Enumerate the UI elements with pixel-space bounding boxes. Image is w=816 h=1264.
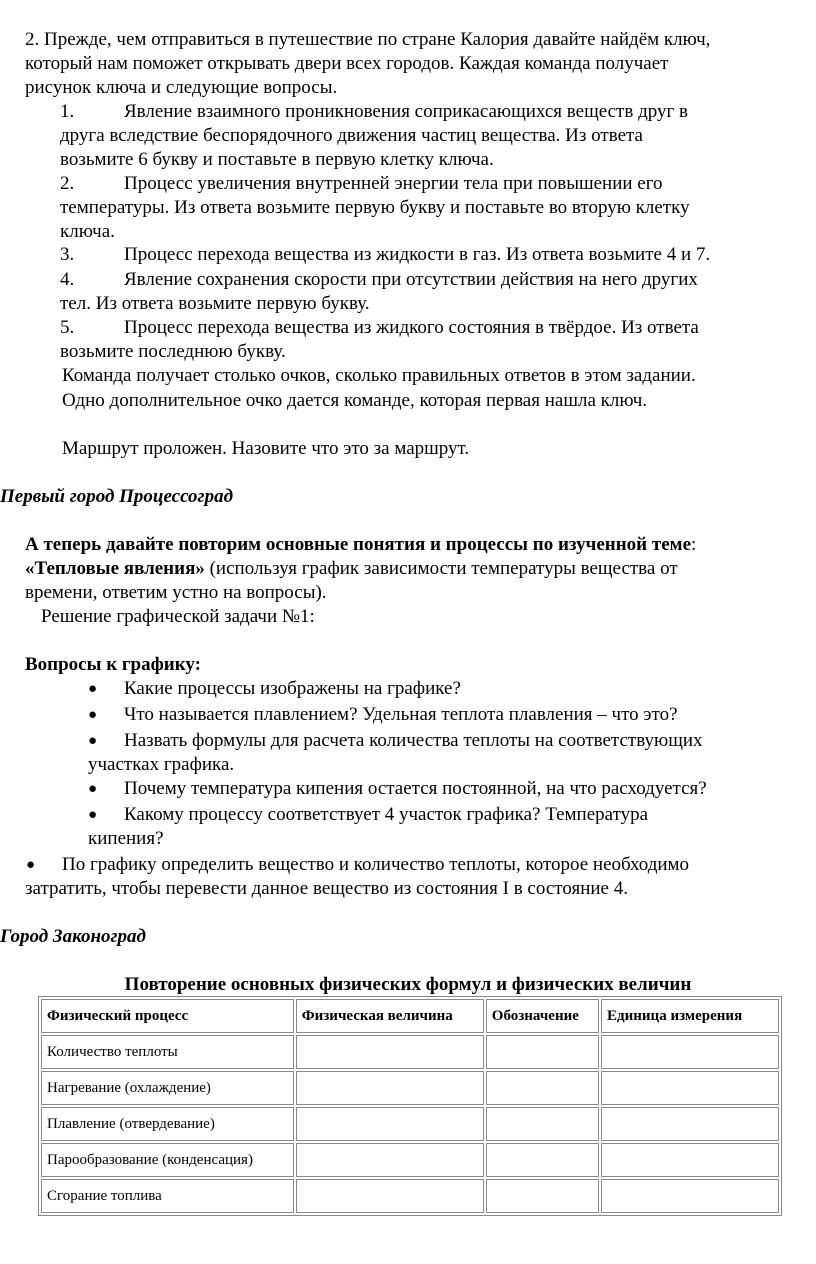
question-text: тел. Из ответа возьмите первую букву. xyxy=(60,293,370,314)
question-text: температуры. Из ответа возьмите первую букву и поставьте во вторую клетку xyxy=(60,197,690,218)
intro-line: 2. Прежде, чем отправиться в путешествие по стране Калория давайте найдём ключ, xyxy=(25,29,711,50)
question-4 xyxy=(60,268,800,316)
city-heading: Город Законоград xyxy=(0,926,146,947)
question-number: 2. xyxy=(60,173,75,194)
scoring-line: Одно дополнительное очко дается команде, которая первая нашла ключ. xyxy=(62,390,648,411)
table-cell xyxy=(601,1179,779,1213)
table-cell: Парообразование (конденсация) xyxy=(41,1143,294,1177)
repeat-line-2 xyxy=(25,557,678,581)
repeat-text: (используя график зависимости температуры вещества от xyxy=(204,558,678,579)
list-item-continuation: кипения? xyxy=(88,828,164,849)
question-1 xyxy=(60,100,800,172)
table-title: Повторение основных физических формул и физических величин xyxy=(124,974,692,995)
question-text: Процесс увеличения внутренней энергии тела при повышении его xyxy=(124,173,663,194)
question-text: Процесс перехода вещества из жидкого состояния в твёрдое. Из ответа xyxy=(124,317,699,338)
bullet-icon: ● xyxy=(88,681,98,697)
route-text: Маршрут проложен. Назовите что это за маршрут. xyxy=(62,438,470,459)
question-number: 1. xyxy=(60,101,75,122)
table-row xyxy=(41,1035,779,1069)
table-row xyxy=(41,1107,779,1141)
table-cell xyxy=(296,1143,484,1177)
column-header: Физическая величина xyxy=(296,999,484,1033)
list-item: ● Что называется плавлением? Удельная теплота плавления – что это? xyxy=(88,704,678,725)
intro-line: рисунок ключа и следующие вопросы. xyxy=(25,77,338,98)
question-text: возьмите последнюю букву. xyxy=(60,341,286,362)
question-number: 3. xyxy=(60,244,75,265)
table-header-row xyxy=(41,999,779,1033)
question-number: 5. xyxy=(60,317,75,338)
city-heading: Первый город Процессоград xyxy=(0,486,234,507)
question-text: Явление взаимного проникновения соприкасающихся веществ друг в xyxy=(124,101,689,122)
question-2 xyxy=(60,172,800,244)
question-text: возьмите 6 букву и поставьте в первую клетку ключа. xyxy=(60,149,494,170)
intro-line: который нам поможет открывать двери всех городов. Каждая команда получает xyxy=(25,53,669,74)
list-item: ● Назвать формулы для расчета количества теплоты на соответствующих xyxy=(88,730,703,751)
table-cell xyxy=(601,1071,779,1105)
table-cell xyxy=(296,1071,484,1105)
question-text: друга вследствие беспорядочного движения частиц вещества. Из ответа xyxy=(60,125,643,146)
list-item: ● Какие процессы изображены на графике? xyxy=(88,678,461,699)
list-item-continuation: затратить, чтобы перевести данное вещество из состояния I в состояние 4. xyxy=(25,878,628,899)
question-text: ключа. xyxy=(60,221,115,242)
question-text: Явление сохранения скорости при отсутствии действия на него других xyxy=(124,269,698,290)
bullet-icon: ● xyxy=(88,807,98,823)
question-text: Процесс перехода вещества из жидкости в газ. Из ответа возьмите 4 и 7. xyxy=(124,244,711,265)
formulas-table xyxy=(38,996,782,1216)
repeat-bold: А теперь давайте повторим основные понятия и процессы по изученной теме xyxy=(25,534,692,555)
bullet-icon: ● xyxy=(26,857,36,873)
intro-paragraph xyxy=(25,28,795,100)
table-cell: Количество теплоты xyxy=(41,1035,294,1069)
bullet-icon: ● xyxy=(88,781,98,797)
list-item: ● По графику определить вещество и количество теплоты, которое необходимо xyxy=(26,854,690,875)
table-cell xyxy=(601,1107,779,1141)
column-header: Единица измерения xyxy=(601,999,779,1033)
table-cell xyxy=(486,1143,599,1177)
table-cell xyxy=(486,1035,599,1069)
list-item-continuation: участках графика. xyxy=(88,754,235,775)
bullet-icon: ● xyxy=(88,733,98,749)
question-number: 4. xyxy=(60,269,75,290)
table-row xyxy=(41,1179,779,1213)
table-cell: Сгорание топлива xyxy=(41,1179,294,1213)
graph-questions-title: Вопросы к графику: xyxy=(25,654,201,675)
column-header: Обозначение xyxy=(486,999,599,1033)
table-cell: Нагревание (охлаждение) xyxy=(41,1071,294,1105)
table-cell xyxy=(601,1143,779,1177)
table-cell xyxy=(296,1035,484,1069)
repeat-colon: : xyxy=(691,534,697,555)
column-header: Физический процесс xyxy=(41,999,294,1033)
table-cell xyxy=(601,1035,779,1069)
list-item: ● Почему температура кипения остается постоянной, на что расходуется? xyxy=(88,778,707,799)
question-3 xyxy=(60,243,800,267)
scoring-line: Команда получает столько очков, сколько правильных ответов в этом задании. xyxy=(62,365,696,386)
table-cell xyxy=(296,1179,484,1213)
repeat-line-3: времени, ответим устно на вопросы). xyxy=(25,582,327,603)
table-cell: Плавление (отвердевание) xyxy=(41,1107,294,1141)
list-item: ● Какому процессу соответствует 4 участок графика? Температура xyxy=(88,804,649,825)
table-row xyxy=(41,1071,779,1105)
table-row xyxy=(41,1143,779,1177)
table-cell xyxy=(296,1107,484,1141)
topic-title: «Тепловые явления» xyxy=(25,558,205,579)
table-cell xyxy=(486,1107,599,1141)
solution-text: Решение графической задачи №1: xyxy=(41,606,315,627)
table-cell xyxy=(486,1071,599,1105)
repeat-line-1 xyxy=(25,533,696,557)
question-5 xyxy=(60,316,800,364)
table-cell xyxy=(486,1179,599,1213)
bullet-icon: ● xyxy=(88,707,98,723)
